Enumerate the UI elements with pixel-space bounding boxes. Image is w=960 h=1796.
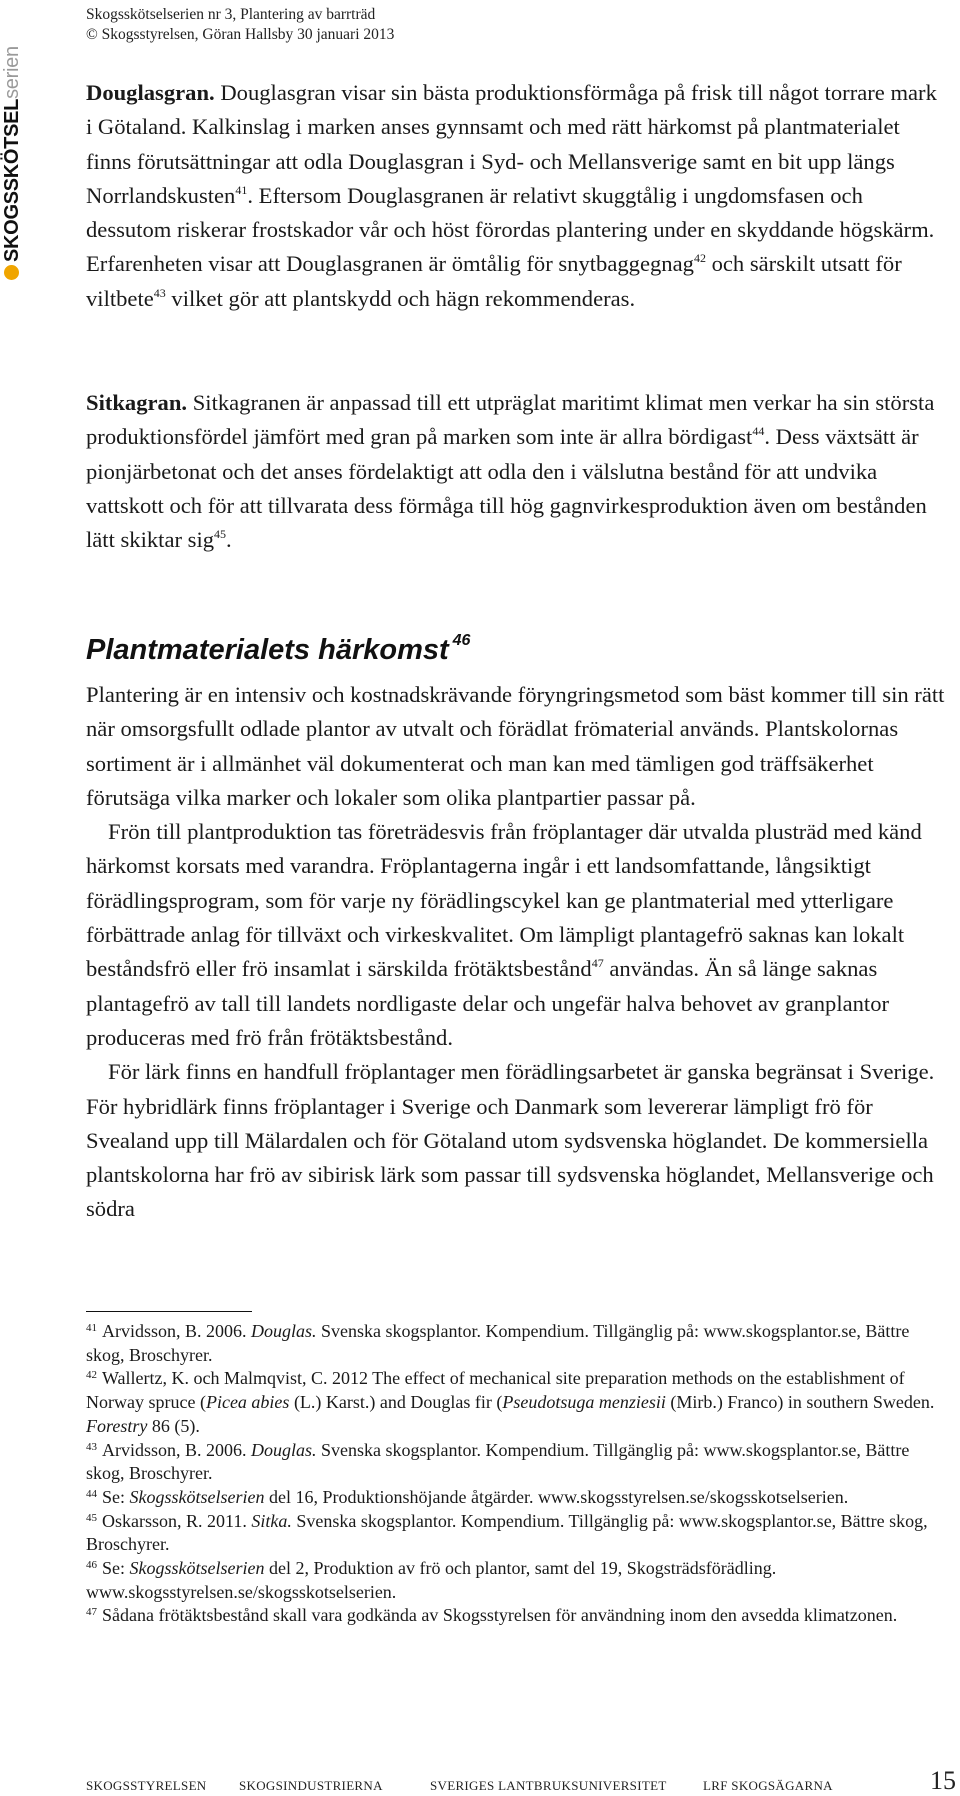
douglas-text-3: och särskilt utsatt för viltbete xyxy=(86,251,902,311)
page-header xyxy=(86,5,394,45)
footer-org-skogsstyrelsen: SKOGSSTYRELSEN xyxy=(86,1778,207,1793)
footnote-text: Arvidsson, B. 2006. xyxy=(102,1321,252,1341)
footnote-ref-45[interactable]: 45 xyxy=(214,527,227,542)
footer-org-skogsindustrierna: SKOGSINDUSTRIERNA xyxy=(239,1778,383,1793)
footnote-text: Svenska skogsplantor. Kompendium. Tillgänglig på: www.skogsplantor.se, Bättre skog, Broschyrer. xyxy=(86,1510,928,1555)
douglas-text-2: . Eftersom Douglasgranen är relativt skuggtålig i ungdomsfasen och dessutom riskerar frostskador vår och höst förordas plantering under en skyddande högskärm. Erfarenheten visar att Douglasgranen är ömtålig för snytbaggegnag xyxy=(86,182,935,277)
douglas-text-4: vilket gör att plantskydd och hägn rekommenderas. xyxy=(165,285,636,311)
logo-light-text: serien xyxy=(1,46,23,99)
douglas-text-1: Douglasgran visar sin bästa produktionsförmåga på frisk till något torrare mark i Götaland. Kalkinslag i marken anses gynnsamt och med rätt härkomst på plantmaterialet finns förutsättningar att odla Douglasgran i Syd- och Mellansverige samt en bit upp längs Norrlandskusten xyxy=(86,80,937,208)
footnote-italic: Skogsskötselserien xyxy=(129,1558,265,1579)
footnote-text: Wallertz, K. och Malmqvist, C. 2012 The effect of mechanical site preparation methods on the establishment of Norway spruce ( xyxy=(86,1368,905,1413)
footnote-text: Oskarsson, R. 2011. xyxy=(102,1510,252,1531)
footnote-text: del 16, Produktionshöjande åtgärder. www.skogsstyrelsen.se/skogsskotselserien. xyxy=(264,1486,849,1507)
sitka-text-2: . Dess växtsätt är pionjärbetonat och det anses fördelaktigt att odla den i välslutna bestånd för att undvika vattskott och för att tillvarata dess förmåga till hög gagnvirkesproduktion även om bestånden lätt skiktar sig xyxy=(86,424,927,553)
herkomst-p2-text-b: användas. Än så länge saknas plantagefrö av tall till landets nordligaste delar och ungefär halva behovet av granplantor produceras med frö från frötäktsbestånd. xyxy=(86,956,890,1050)
footnote-ref-44[interactable]: 44 xyxy=(752,424,765,439)
footnote-italic: Picea abies xyxy=(205,1392,290,1413)
copyright-line: © Skogsstyrelsen, Göran Hallsby 30 januari 2013 xyxy=(86,26,395,43)
footnote-italic: Sitka. xyxy=(251,1510,292,1531)
footnote-text: (Mirb.) Franco) in southern Sweden. xyxy=(665,1392,935,1413)
footnote-number: 44 xyxy=(86,1487,97,1500)
footnote-ref-42[interactable]: 42 xyxy=(693,251,706,266)
footnote-number: 42 xyxy=(86,1369,97,1382)
skogsskotselserien-logo xyxy=(0,30,24,290)
footnote-number: 47 xyxy=(86,1606,97,1619)
footnote-item xyxy=(86,1604,952,1628)
logo-strong-text: SKOGSSKÖTSEL xyxy=(1,98,23,262)
footnote-number: 43 xyxy=(86,1440,97,1453)
footnote-ref-43[interactable]: 43 xyxy=(153,285,166,300)
footnote-ref-47[interactable]: 47 xyxy=(591,956,604,971)
footnote-text: (L.) Karst.) and Douglas fir ( xyxy=(289,1392,503,1413)
footnote-text: Svenska skogsplantor. Kompendium. Tillgänglig på: www.skogsplantor.se, Bättre skog, Broschyrer. xyxy=(86,1439,910,1484)
footnote-item xyxy=(86,1367,952,1438)
footnote-divider xyxy=(86,1311,252,1312)
footnote-item xyxy=(86,1557,952,1604)
footnote-text: Arvidsson, B. 2006. xyxy=(102,1439,252,1460)
sitka-text-3: . xyxy=(226,527,232,553)
footnote-text: del 2, Produktion av frö och plantor, samt del 19, Skogsträdsförädling. www.skogsstyrelsen.se/skogsskotselserien. xyxy=(86,1558,777,1602)
douglas-section xyxy=(86,76,946,316)
footnote-text: Svenska skogsplantor. Kompendium. Tillgänglig på: www.skogsplantor.se, Bättre skog, Broschyrer. xyxy=(86,1321,910,1365)
herkomst-section xyxy=(86,678,946,1227)
footnote-item xyxy=(86,1486,952,1510)
page-number: 15 xyxy=(930,1766,956,1795)
douglas-term: Douglasgran. xyxy=(86,80,215,105)
sitka-section xyxy=(86,386,946,557)
douglas-paragraph xyxy=(86,76,946,316)
section-title: Plantmaterialets härkomst xyxy=(86,634,449,666)
footnote-italic: Pseudotsuga menziesii xyxy=(502,1392,666,1413)
footnote-italic: Douglas. xyxy=(251,1439,317,1460)
footnote-italic: Skogsskötselserien xyxy=(129,1486,265,1507)
herkomst-paragraph-3: För lärk finns en handfull fröplantager men förädlingsarbetet är ganska begränsat i Sverige. För hybridlärk finns fröplantager i Sverige och Danmark som levererar lämpligt frö för Svealand upp till Mälardalen och för Götaland utom sydsvenska höglandet. De kommersiella plantskolorna har frö av sibirisk lärk som passar till sydsvenska höglandet, Mellansverige och södra xyxy=(86,1059,935,1222)
herkomst-paragraph-2 xyxy=(86,815,946,1055)
footnote-item xyxy=(86,1439,952,1486)
sitka-term: Sitkagran. xyxy=(86,390,188,415)
herkomst-p2-text-a: Frön till plantproduktion tas företrädesvis från fröplantager där utvalda plusträd med känd härkomst korsats med varandra. Fröplantagerna ingår i ett landsomfattande, långsiktigt förädlingsprogram, som för varje ny förädlingscykel kan ge plantmaterial med ytterligare förbättrade anlag för tillväxt och virkeskvalitet. Om lämpligt plantagefrö saknas kan lokalt beståndsfrö eller frö insamlat i särskilda frötäktsbestånd xyxy=(86,819,922,982)
footnote-number: 46 xyxy=(86,1559,97,1572)
footnote-ref-46[interactable]: 46 xyxy=(452,632,471,649)
footnote-text: 86 (5). xyxy=(147,1415,200,1436)
footnote-number: 45 xyxy=(86,1511,97,1524)
logo-dot-icon xyxy=(4,265,19,280)
section-heading xyxy=(86,634,470,667)
sitka-paragraph xyxy=(86,386,946,557)
herkomst-paragraph-1: Plantering är en intensiv och kostnadskrävande föryngringsmetod som bäst kommer till sin rätt när omsorgsfullt odlade plantor av utvalt och förädlat frömaterial används. Plantskolornas sortiment är i allmänhet väl dokumenterat och man kan med tämligen god träffsäkerhet förutsäga vilka marker och lokaler som olika plantpartier passar på. xyxy=(86,682,945,810)
sitka-text-1: Sitkagranen är anpassad till ett utpräglat maritimt klimat men verkar ha sin största produktionsfördel jämfört med gran på marken som inte är allra bördigast xyxy=(86,390,935,450)
footnote-item xyxy=(86,1320,952,1367)
footer-org-slu: SVERIGES LANTBRUKSUNIVERSITET xyxy=(430,1778,667,1793)
footnote-ref-41[interactable]: 41 xyxy=(235,182,248,197)
footnote-text: Sådana frötäktsbestånd skall vara godkända av Skogsstyrelsen för användning inom den avsedda klimatzonen. xyxy=(102,1605,898,1626)
footnote-text: Se: xyxy=(102,1558,130,1579)
series-line: Skogsskötselserien nr 3, Plantering av barrträd xyxy=(86,6,376,23)
footnote-italic: Douglas. xyxy=(251,1321,317,1341)
footnote-text: Se: xyxy=(102,1486,130,1507)
footnote-italic: Forestry xyxy=(86,1415,148,1436)
footnote-item xyxy=(86,1510,952,1557)
footer-org-lrf: LRF SKOGSÄGARNA xyxy=(703,1778,833,1793)
footnotes-list xyxy=(86,1320,952,1628)
footnote-number: 41 xyxy=(86,1322,97,1334)
